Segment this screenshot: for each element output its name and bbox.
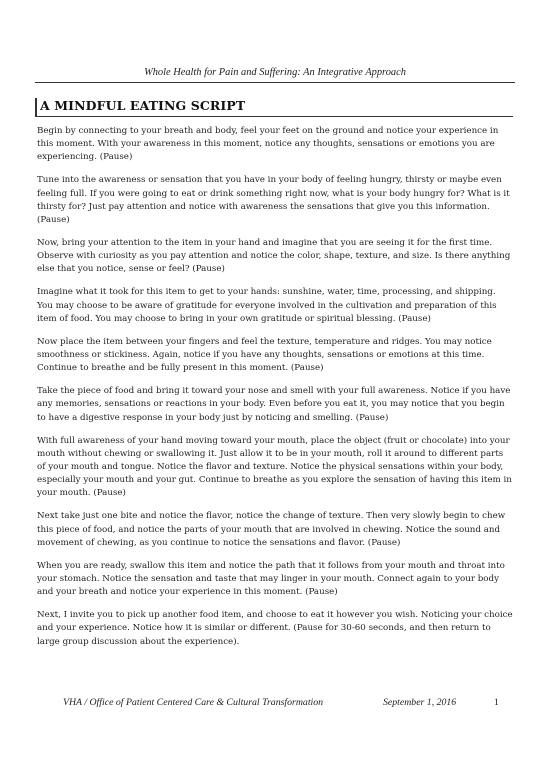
running-header: Whole Health for Pain and Suffering: An Integrative Approach xyxy=(144,67,406,78)
footer-organization: VHA / Office of Patient Centered Care & Cultural Transformation xyxy=(63,697,324,708)
paragraph: Tune into the awareness or sensation that you have in your body of feeling hungry, thirsty or maybe even feeling full. If you were going to eat or drink something right now, what is your body hungry for? What is it thirsty for? Just pay attention and notice with awareness the sensations that give you this information. (Pause) xyxy=(37,175,510,226)
page-number: 1 xyxy=(494,697,499,708)
paragraph: Next take just one bite and notice the flavor, notice the change of texture. Then very slowly begin to chew this piece of food, and notice the parts of your mouth that are involved in chewing. Notice the sound and movement of chewing, as you continue to notice the sensations and flavor. (Pause) xyxy=(37,511,506,548)
paragraph: With full awareness of your hand moving toward your mouth, place the object (fruit or chocolate) into your mouth without chewing or swallowing it. Just allow it to be in your mouth, roll it around to different parts of your mouth and tongue. Notice the flavor and texture. Notice the physical sensations within your body, especially your mouth and your gut. Continue to breathe as you explore the sensation of having this item in your mouth. (Pause) xyxy=(37,435,512,499)
paragraph: Next, I invite you to pick up another food item, and choose to eat it however you wish. Noticing your choice and your experience. Notice how it is similar or different. (Pause for 30-60 seconds, and then return to large group discussion about the experience). xyxy=(37,610,513,647)
document-title: A MINDFUL EATING SCRIPT xyxy=(40,98,246,113)
paragraph: Take the piece of food and bring it toward your nose and smell with your full awareness. Notice if you have any memories, sensations or reactions in your body. Even before you eat it, you may notice that you begin to have a digestive response in your body just by noticing and smelling. (Pause) xyxy=(37,386,511,423)
paragraph: Begin by connecting to your breath and body, feel your feet on the ground and notice your experience in this moment. With your awareness in this moment, notice any thoughts, sensations or emotions you are experiencing. (Pause) xyxy=(37,126,499,163)
footer-date: September 1, 2016 xyxy=(383,697,457,708)
header-divider xyxy=(35,82,515,83)
paragraph: Now, bring your attention to the item in your hand and imagine that you are seeing it for the first time. Observe with curiosity as you pay attention and notice the color, shape, texture, and size. Is there anything else that you notice, sense or feel? (Pause) xyxy=(37,238,511,275)
paragraph: Imagine what it took for this item to get to your hands: sunshine, water, time, processing, and shipping. You may choose to be aware of gratitude for everyone involved in the cultivation and preparation of this item of food. You may choose to bring in your own gratitude or spiritual blessing. (Pause) xyxy=(37,287,497,324)
paragraph: Now place the item between your fingers and feel the texture, temperature and ridges. You may notice smoothness or stickiness. Again, notice if you have any thoughts, sensations or emotions at this time. Continue to breathe and be fully present in this moment. (Pause) xyxy=(37,336,492,374)
script-body xyxy=(37,125,513,659)
paragraph: When you are ready, swallow this item and notice the path that it follows from your mouth and throat into your stomach. Notice the sensation and taste that may linger in your mouth. Connect again to your body and your breath and notice your experience in this moment. (Pause) xyxy=(37,560,505,598)
